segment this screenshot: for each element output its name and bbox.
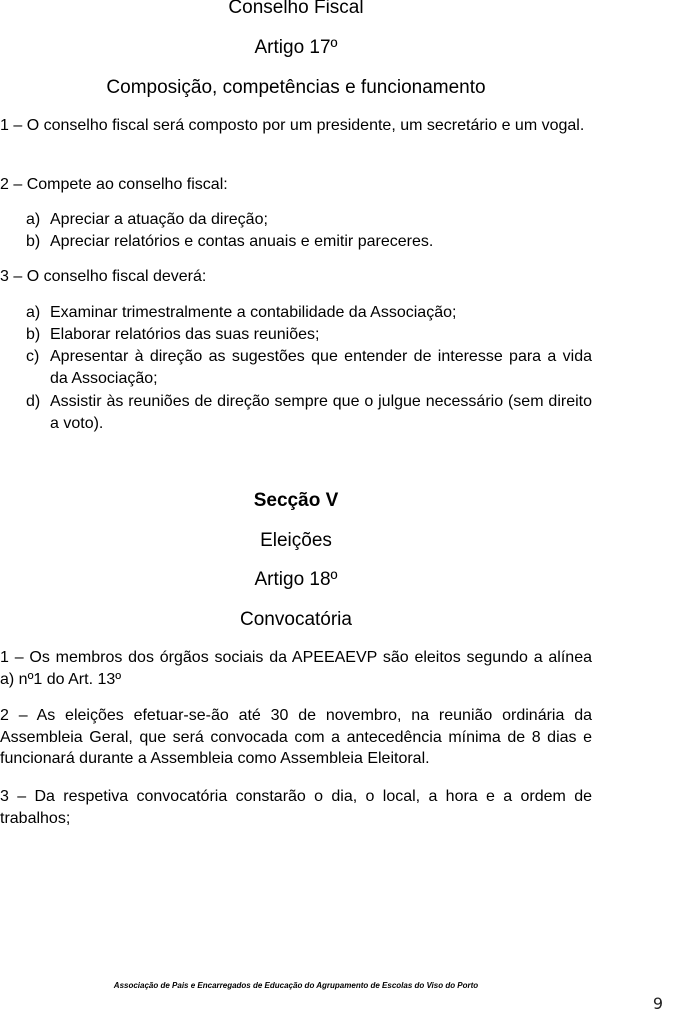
article-17-paragraph-3: 3 – O conselho fiscal deverá: (0, 268, 207, 285)
article-18-paragraph-1: 1 – Os membros dos órgãos sociais da APEEAEVP são eleitos segundo a alínea a) nº1 do Art. 13º (0, 649, 592, 688)
list-item-text: Elaborar relatórios das suas reuniões; (50, 326, 320, 343)
list-item-text: Apreciar relatórios e contas anuais e emitir pareceres. (50, 233, 434, 250)
article-17-paragraph-1: 1 – O conselho fiscal será composto por um presidente, um secretário e um vogal. (0, 117, 585, 134)
list-marker: a) (26, 304, 41, 321)
article-17-heading: Artigo 17º (254, 37, 338, 58)
article-18-heading: Artigo 18º (254, 569, 338, 590)
list-marker: b) (26, 233, 41, 250)
list-marker: a) (26, 211, 41, 228)
list-item-text: Apresentar à direção as sugestões que entender de interesse para a vida da Associação; (50, 348, 592, 387)
article-17-paragraph-2: 2 – Compete ao conselho fiscal: (0, 176, 228, 193)
article-18-paragraph-2: 2 – As eleições efetuar-se-ão até 30 de novembro, na reunião ordinária da Assembleia Geral, que será convocada com a antecedência mínima de 8 dias e funcionará durante a Assembleia como Assembleia Eleitoral. (0, 707, 592, 767)
list-item-text: Apreciar a atuação da direção; (50, 211, 268, 228)
article-18-paragraph-3: 3 – Da respetiva convocatória constarão o dia, o local, a hora e a ordem de trabalhos; (0, 788, 592, 827)
article-17-title: Composição, competências e funcionamento (106, 77, 486, 98)
page-footer: Associação de Pais e Encarregados de Educação do Agrupamento de Escolas do Viso do Porto (113, 981, 479, 990)
section-heading-conselho-fiscal: Conselho Fiscal (228, 0, 364, 18)
page-number: 9 (652, 994, 663, 1013)
list-item-text: Examinar trimestralmente a contabilidade da Associação; (50, 304, 457, 321)
list-item-text: Assistir às reuniões de direção sempre que o julgue necessário (sem direito a voto). (50, 393, 592, 432)
article-18-title: Convocatória (240, 609, 352, 630)
list-marker: c) (26, 348, 40, 365)
list-marker: d) (26, 393, 41, 410)
section-v-subheading: Eleições (260, 530, 332, 551)
section-v-heading: Secção V (253, 490, 339, 511)
list-marker: b) (26, 326, 41, 343)
